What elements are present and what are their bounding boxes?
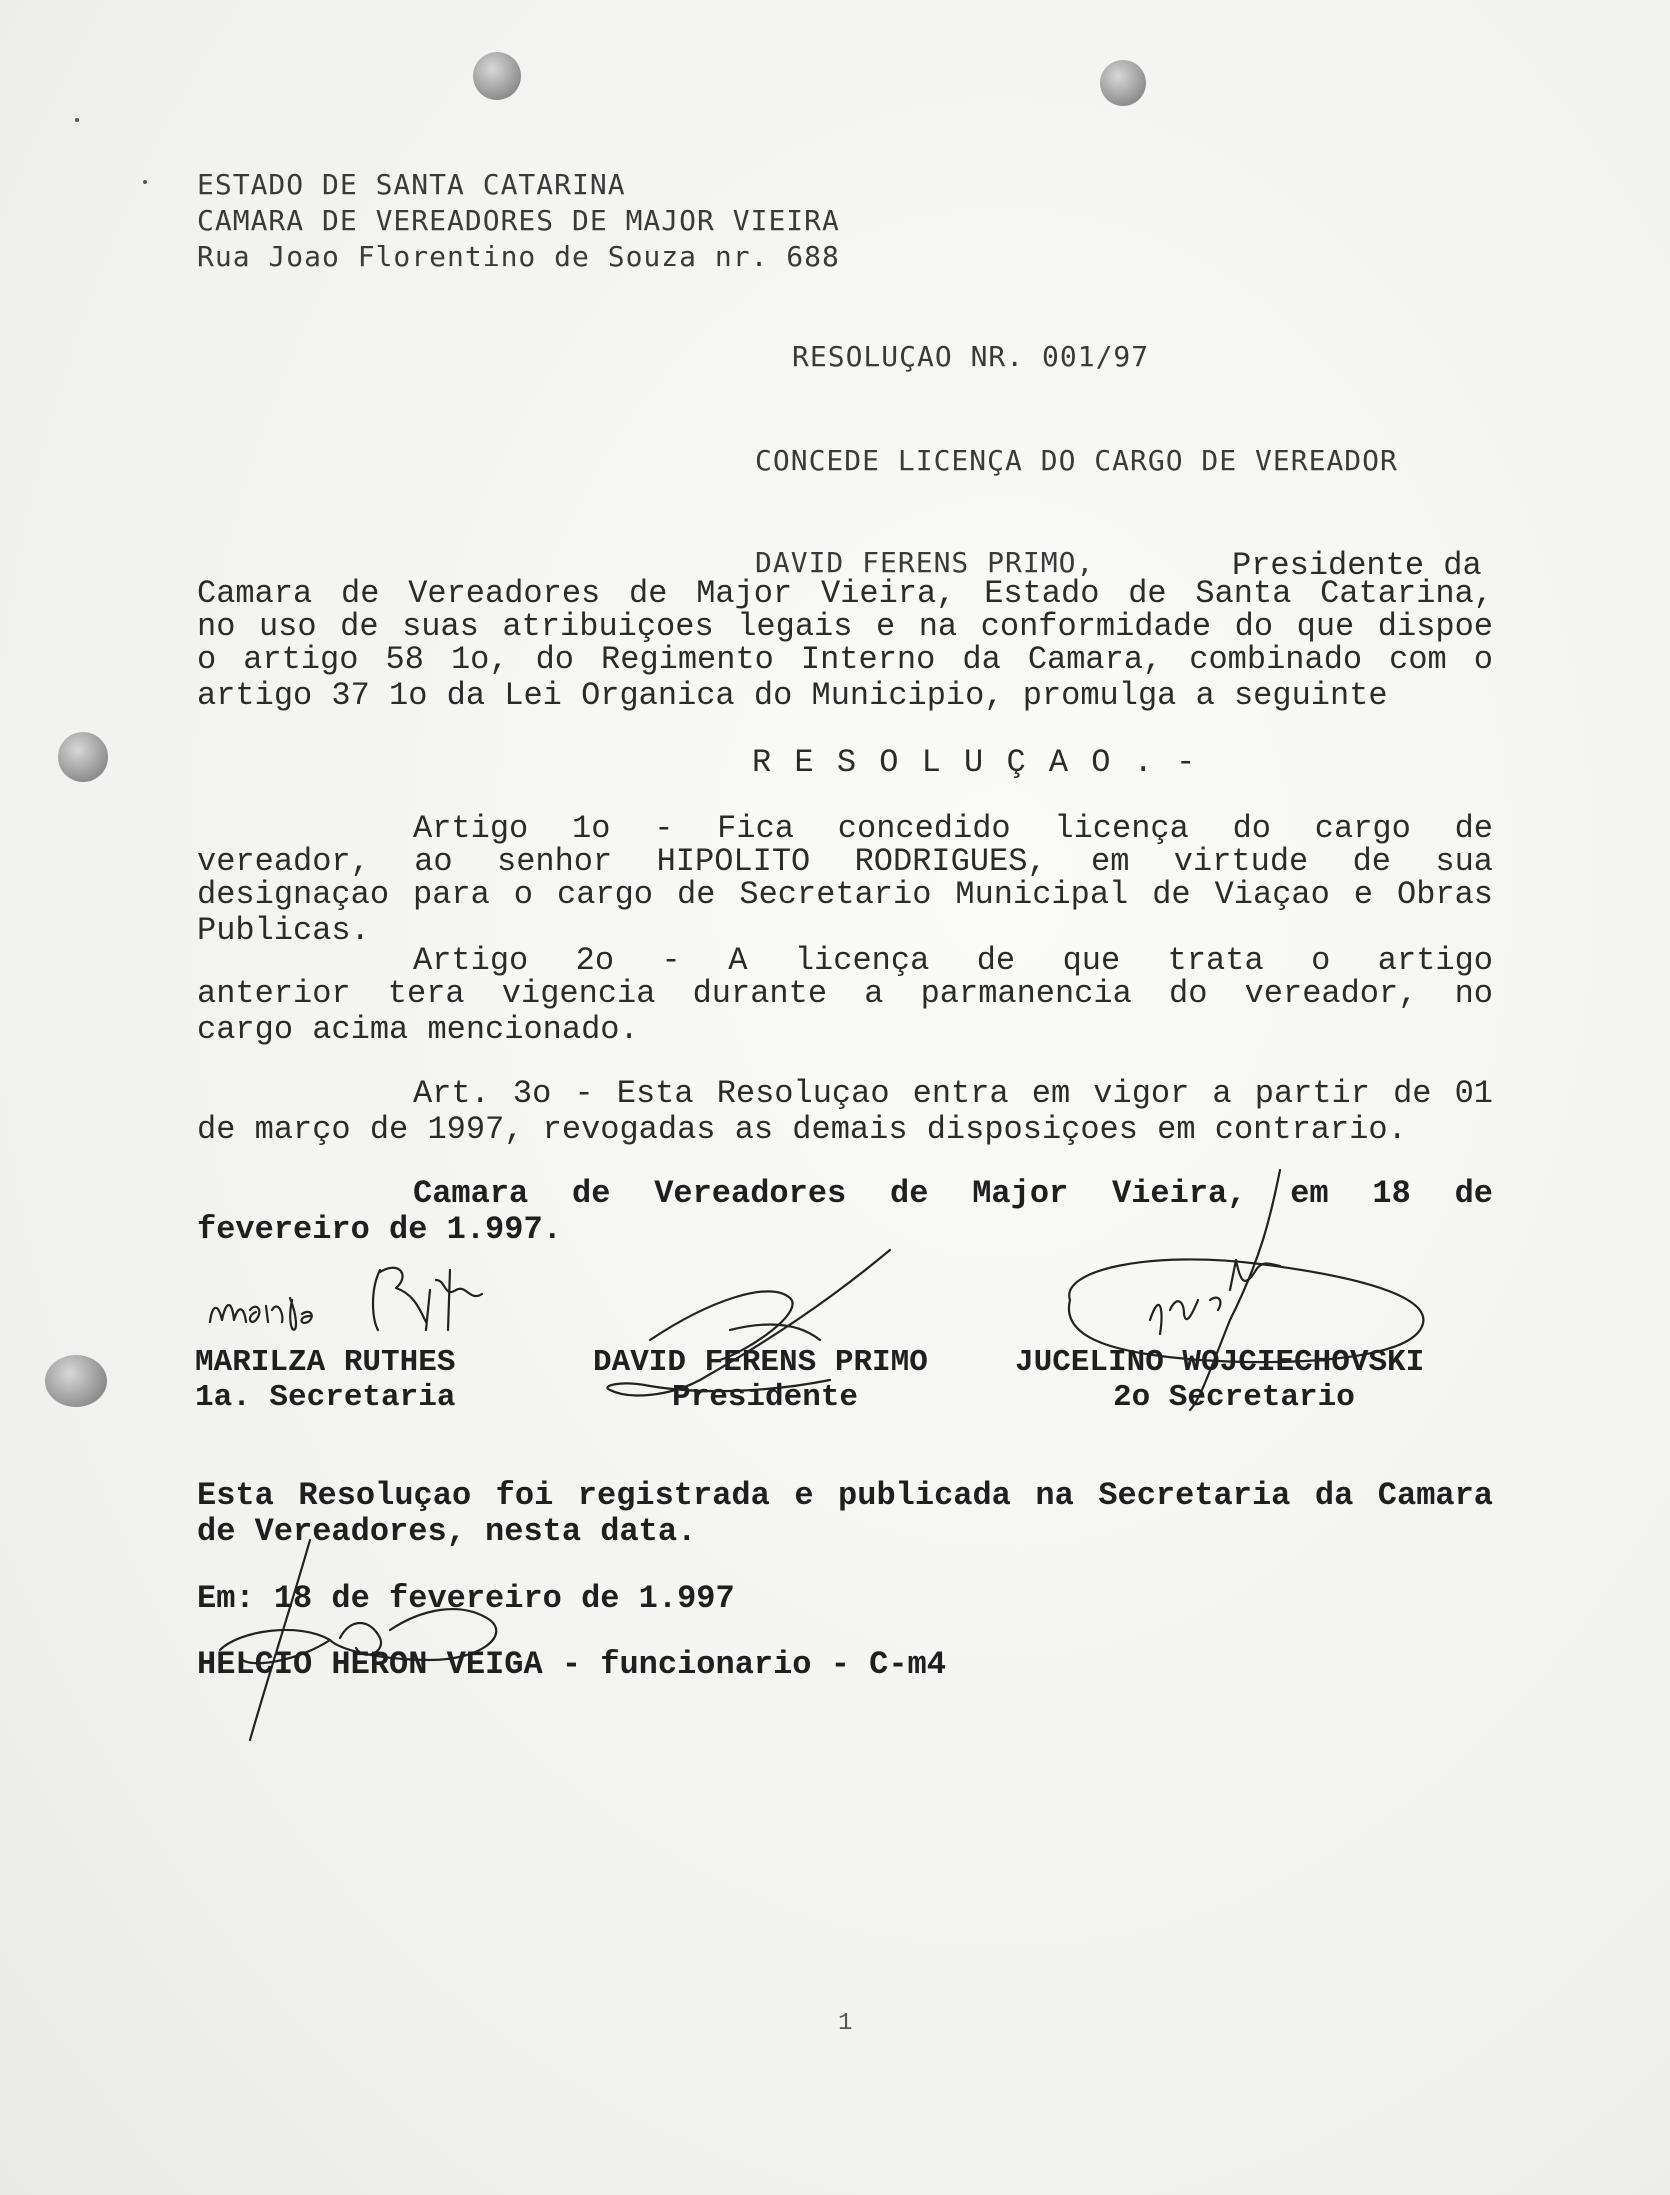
registration-clerk: HELCIO HERON VEIGA - funcionario - C-m4 bbox=[197, 1646, 946, 1683]
signature-marilza bbox=[200, 1250, 500, 1360]
page-number: 1 bbox=[838, 2010, 853, 2037]
scan-speck bbox=[143, 180, 147, 184]
signatory-role: 1a. Secretaria bbox=[195, 1380, 456, 1415]
header-chamber: CAMARA DE VEREADORES DE MAJOR VIEIRA bbox=[197, 204, 840, 237]
registration-line: Esta Resoluçao foi registrada e publicada na Secretaria da Camara bbox=[197, 1480, 1493, 1512]
signatory-role: Presidente bbox=[672, 1380, 859, 1415]
article-1-line: Publicas. bbox=[197, 912, 370, 949]
signatory-name: DAVID FERENS PRIMO bbox=[593, 1345, 928, 1380]
signatory-role: 2o Secretario bbox=[1113, 1380, 1355, 1415]
registration-line: de Vereadores, nesta data. bbox=[197, 1513, 697, 1550]
signatory-name: JUCELINO WOJCIECHOVSKI bbox=[1015, 1345, 1425, 1380]
scan-speck bbox=[75, 118, 79, 122]
punch-hole bbox=[1100, 60, 1146, 106]
closing-line: fevereiro de 1.997. bbox=[197, 1211, 562, 1248]
punch-hole bbox=[473, 52, 521, 100]
header-address: Rua Joao Florentino de Souza nr. 688 bbox=[197, 240, 840, 273]
preamble-line: artigo 37 1o da Lei Organica do Municipio, promulga a seguinte bbox=[197, 677, 1388, 714]
signature-jucelino bbox=[1040, 1160, 1450, 1420]
preamble-title: Presidente da bbox=[1232, 547, 1482, 584]
signatory-name: MARILZA RUTHES bbox=[195, 1345, 456, 1380]
preamble-line: o artigo 58 1o, do Regimento Interno da Camara, combinado com o bbox=[197, 644, 1493, 676]
article-1-line: vereador, ao senhor HIPOLITO RODRIGUES, em virtude de sua bbox=[197, 846, 1493, 878]
punch-hole bbox=[45, 1355, 107, 1407]
resolution-heading: R E S O L U Ç A O . - bbox=[752, 744, 1198, 781]
article-1-line: Artigo 1o - Fica concedido licença do cargo de bbox=[413, 813, 1493, 845]
closing-line: Camara de Vereadores de Major Vieira, em 18 de bbox=[413, 1178, 1493, 1210]
article-2-line: cargo acima mencionado. bbox=[197, 1011, 639, 1048]
preamble-line: no uso de suas atribuiçoes legais e na conformidade do que dispoe bbox=[197, 611, 1493, 643]
article-2-line: anterior tera vigencia durante a parmanencia do vereador, no bbox=[197, 978, 1493, 1010]
resolution-number: RESOLUÇAO NR. 001/97 bbox=[792, 340, 1150, 373]
preamble-line: Camara de Vereadores de Major Vieira, Estado de Santa Catarina, bbox=[197, 578, 1493, 610]
article-1-line: designaçao para o cargo de Secretario Municipal de Viaçao e Obras bbox=[197, 879, 1493, 911]
preamble-president: DAVID FERENS PRIMO, bbox=[755, 546, 1095, 579]
article-2-line: Artigo 2o - A licença de que trata o artigo bbox=[413, 945, 1493, 977]
resolution-subject: CONCEDE LICENÇA DO CARGO DE VEREADOR bbox=[755, 444, 1398, 477]
punch-hole bbox=[58, 732, 108, 782]
registration-date: Em: 18 de fevereiro de 1.997 bbox=[197, 1580, 735, 1617]
article-3-line: de março de 1997, revogadas as demais disposiçoes em contrario. bbox=[197, 1111, 1407, 1148]
signature-david bbox=[590, 1240, 910, 1410]
article-3-line: Art. 3o - Esta Resoluçao entra em vigor a partir de 01 bbox=[413, 1078, 1493, 1110]
signature-helcio bbox=[180, 1530, 560, 1750]
header-state: ESTADO DE SANTA CATARINA bbox=[197, 168, 626, 201]
